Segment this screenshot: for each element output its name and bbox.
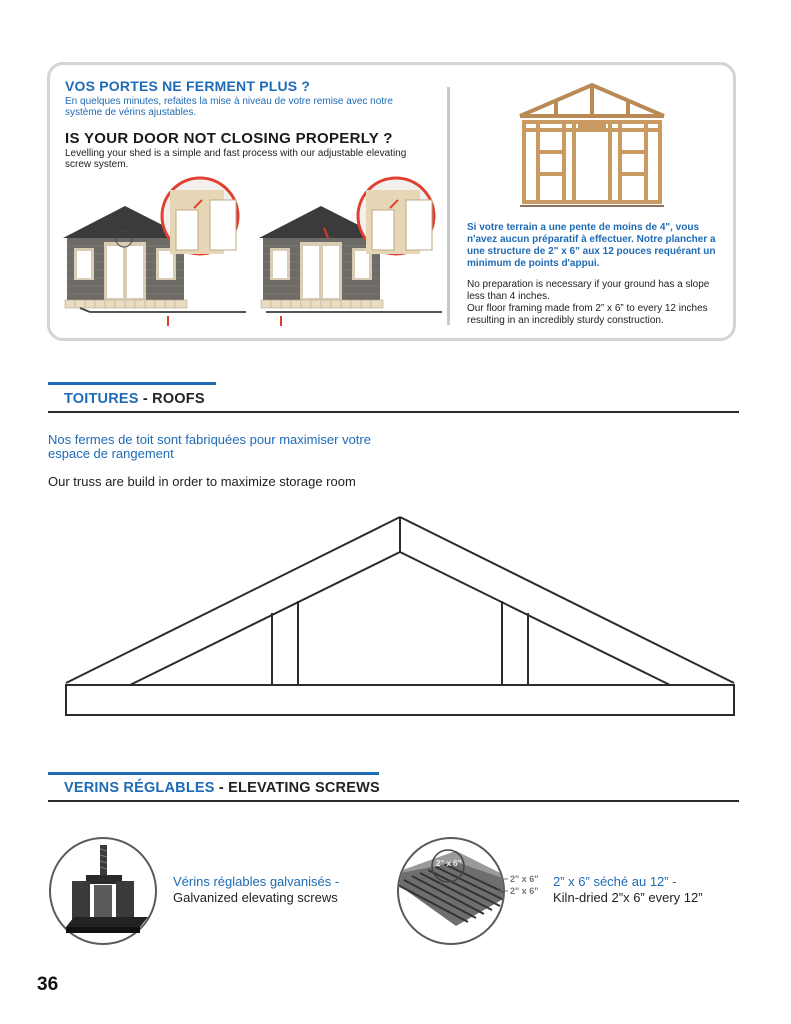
floor-joists-photo [396,836,546,948]
floor-text-fr: Si votre terrain a une pente de moins de 4", vous n'avez aucun préparatif à effectuer. Notre plancher a une structure de 2" x 6" aux 12 pouces requérant un minimum de points d'appui. [467,222,716,269]
joist-caption-fr: 2” x 6” séché au 12” - [553,874,677,889]
joist-dim-label-2: 2" x 6" [510,886,539,896]
fr-question-title: VOS PORTES NE FERMENT PLUS ? [65,78,311,94]
roofs-accent-rule [48,382,216,385]
joist-caption-en: Kiln-dried 2”x 6” every 12” [553,890,703,905]
roofs-heading [64,391,205,407]
shed-illustration-left [60,176,250,328]
screws-accent-rule [48,772,379,775]
screw-caption-fr: Vérins réglables galvanisés - [173,874,340,889]
shed-frame-illustration [516,82,668,212]
shed-illustration-right [256,176,446,328]
roof-truss-diagram [62,512,740,718]
panel-divider [447,87,450,325]
screw-caption [173,874,339,906]
roofs-text-en: Our truss are build in order to maximize storage room [48,474,356,489]
screws-heading [64,780,380,796]
fr-question-body: En quelques minutes, refaites la mise à niveau de votre remise avec notre système de vérins ajustables. [65,96,393,118]
joist-callout-label: 2" x 6" [436,859,462,868]
roofs-heading-en: ROOFS [152,391,205,407]
floor-text-en-1: No preparation is necessary if your ground has a slope less than 4 inches. [467,279,710,302]
floor-text-en [467,279,729,327]
screws-heading-sep: - [214,780,229,796]
elevating-screw-photo [48,837,160,947]
en-question-body: Levelling your shed is a simple and fast process with our adjustable elevating screw system. [65,148,407,170]
roofs-heading-fr: TOITURES [64,391,139,407]
roofs-underline [48,411,739,413]
page-number: 36 [37,974,59,995]
screws-heading-en: ELEVATING SCREWS [228,780,380,796]
screw-caption-en: Galvanized elevating screws [173,890,338,905]
screws-underline [48,800,739,802]
roofs-text-fr: Nos fermes de toit sont fabriquées pour maximiser votre espace de rangement [48,432,371,461]
en-question-title: IS YOUR DOOR NOT CLOSING PROPERLY ? [65,130,393,147]
roofs-heading-sep: - [138,391,153,407]
screws-heading-fr: VERINS RÉGLABLES [64,780,215,796]
joist-dim-label-1: 2" x 6" [510,874,539,884]
joist-caption [553,874,703,906]
floor-text-en-2: Our floor framing made from 2” x 6” to every 12 inches resulting in an incredibly sturdy construction. [467,303,708,326]
